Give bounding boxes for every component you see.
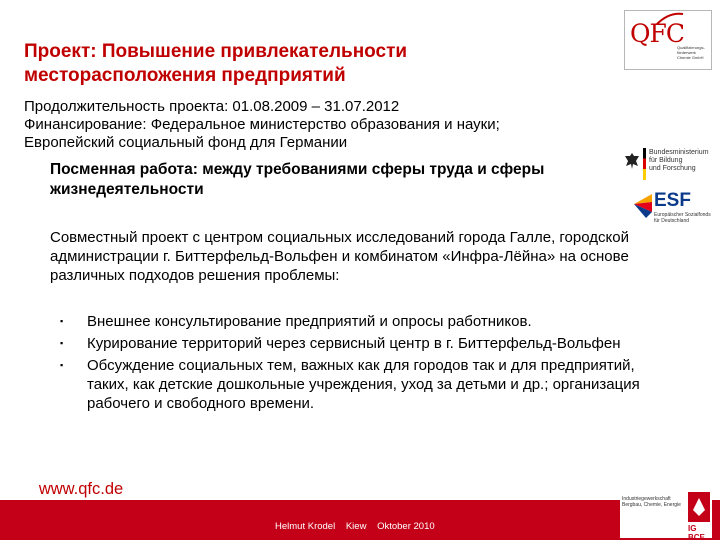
slide-title-line-1: Проект: Повышение привлекательности <box>24 41 408 62</box>
project-funding-line-2: Европейский социальный фонд для Германии <box>24 134 348 151</box>
esf-logo <box>630 190 714 234</box>
esf-swirl-icon <box>630 190 654 220</box>
bmbf-text-line: Bundesministerium <box>649 149 709 156</box>
esf-text <box>654 212 711 224</box>
list-item-text: Внешнее консультирование предприятий и опросы работников. <box>87 313 532 330</box>
qfc-tagline-line: Chemie GmbH <box>677 55 704 60</box>
footer-date: Oktober 2010 <box>377 521 435 532</box>
eagle-icon <box>624 152 640 170</box>
project-funding-line-1: Финансирование: Федеральное министерство образования и науки; <box>24 116 500 133</box>
list-item <box>50 334 650 353</box>
bmbf-text-line: und Forschung <box>649 165 696 172</box>
footer-author: Helmut Krodel <box>275 521 336 532</box>
footer-city: Kiew <box>345 521 367 532</box>
bmbf-logo <box>624 146 710 184</box>
qfc-wordmark: QFC <box>630 19 684 48</box>
esf-wordmark: ESF <box>654 190 691 211</box>
bullet-marker: ▪ <box>60 360 64 370</box>
list-item-text: Обсуждение социальных тем, важных как для городов так и для предприятий, таких, как детские дошкольные учреждения, уход за детьми и др.; организация рабочего и свободного времени. <box>87 357 640 412</box>
qfc-tagline-line: Qualifizierungs- <box>677 45 705 50</box>
german-flag-stripes <box>643 148 646 180</box>
qfc-logo <box>624 10 712 70</box>
igbce-text-line: Bergbau, Chemie, Energie <box>622 502 681 508</box>
website-link[interactable]: www.qfc.de <box>25 478 137 500</box>
subheading-topic: Посменная работа <box>50 161 193 178</box>
footer-bar <box>0 500 720 540</box>
slide-title-line-2: месторасположения предприятий <box>24 65 346 86</box>
list-item <box>50 356 650 413</box>
approach-list <box>50 312 650 416</box>
igbce-wordmark: IG BCE <box>688 524 705 542</box>
esf-text-line: Europäischer Sozialfonds <box>654 212 711 218</box>
qfc-tagline <box>677 45 705 60</box>
project-description: Совместный проект с центром социальных исследований города Галле, городской администрации г. Биттерфельд-Вольфен и комбинатом «Инфра-Лёйна» на основе различных подходов решения проблемы: <box>50 229 629 284</box>
list-item-text: Курирование территорий через сервисный центр в г. Биттерфельд-Вольфен <box>87 335 621 352</box>
qfc-tagline-line: förderwerk <box>677 50 696 55</box>
igbce-text-line: Industriegewerkschaft <box>622 496 671 502</box>
bullet-marker: ▪ <box>60 316 64 326</box>
subheading-rest: : между требованиями сферы труда и сферы жизнедеятельности <box>50 161 545 198</box>
esf-text-line: für Deutschland <box>654 218 690 224</box>
project-duration: Продолжительность проекта: 01.08.2009 – 31.07.2012 <box>24 98 400 115</box>
project-subheading <box>50 160 620 200</box>
footer-credits <box>275 521 443 532</box>
project-meta <box>24 98 624 152</box>
igbce-text <box>622 496 681 508</box>
slide-title <box>24 40 604 88</box>
bmbf-text-line: für Bildung <box>649 157 683 164</box>
list-item <box>50 312 650 331</box>
bullet-marker: ▪ <box>60 338 64 348</box>
bmbf-text <box>649 149 709 173</box>
igbce-logo <box>620 490 712 542</box>
igbce-mark-icon <box>688 492 710 522</box>
